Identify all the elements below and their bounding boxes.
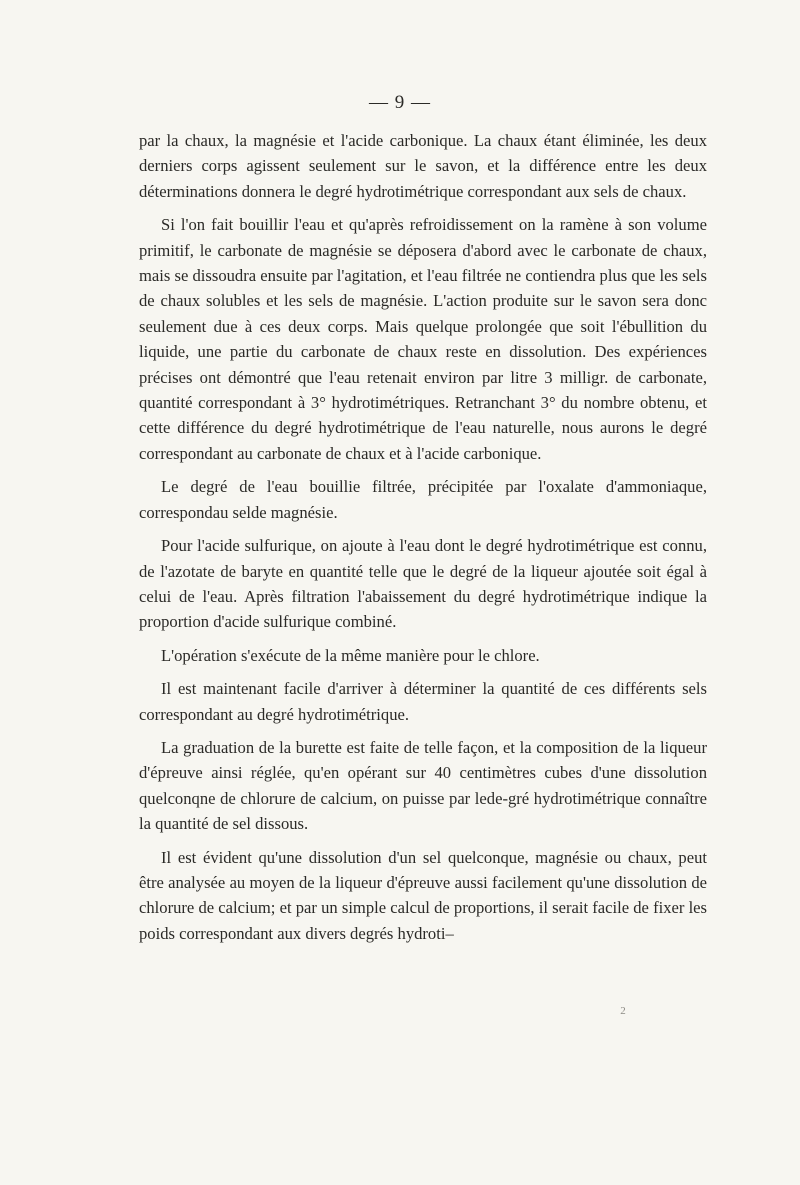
paragraph: Si l'on fait bouillir l'eau et qu'après refroidissement on la ramène à son volume primitif, le carbonate de magnésie se déposera d'abord avec le carbonate de chaux, mais se dissoudra ensuite par l'agitation, et l'eau filtrée ne contiendra plus que les sels de chaux solubles et les sels de magnésie. L'action produite sur le savon sera donc seulement due à ces deux corps. Mais quelque prolongée que soit l'ébullition du liquide, une partie du carbonate de chaux reste en dissolution. Des expériences précises ont démontré que l'eau retenait environ par litre 3 milligr. de carbonate, quantité correspondant à 3° hydrotimétriques. Retranchant 3° du nombre obtenu, et cette différence du degré hydrotimétrique de l'eau naturelle, nous aurons le degré correspondant au carbonate de chaux et à l'acide carbonique.	[139, 215, 707, 463]
paragraph: Il est évident qu'une dissolution d'un sel quelconque, magnésie ou chaux, peut être analysée au moyen de la liqueur d'épreuve aussi facilement qu'une dissolution de chlorure de calcium; et par un simple calcul de proportions, il serait facile de fixer les poids correspondant aux divers degrés hydroti–	[139, 847, 707, 943]
paragraph: par la chaux, la magnésie et l'acide carbonique. La chaux étant éliminée, les deux derniers corps agissent seulement sur le savon, et la différence entre les deux déterminations donnera le degré hydrotimétrique correspondant aux sels de chaux.	[139, 131, 707, 201]
paragraph: Le degré de l'eau bouillie filtrée, précipitée par l'oxalate d'ammoniaque, correspondau selde magnésie.	[139, 477, 707, 522]
paragraph: Il est maintenant facile d'arriver à déterminer la quantité de ces différents sels correspondant au degré hydrotimétrique.	[139, 679, 707, 724]
page-number: — 9 —	[369, 92, 431, 113]
signature-mark: 2	[620, 1005, 626, 1017]
paragraph: L'opération s'exécute de la même manière pour le chlore.	[161, 645, 540, 665]
body-text	[139, 128, 707, 954]
paragraph: Pour l'acide sulfurique, on ajoute à l'eau dont le degré hydrotimétrique est connu, de l'azotate de baryte en quantité telle que le degré de la liqueur ajoutée soit égal à celui de l'eau. Après filtration l'abaissement du degré hydrotimétrique indique la proportion d'acide sulfurique combiné.	[139, 536, 707, 632]
paragraph: La graduation de la burette est faite de telle façon, et la composition de la liqueur d'épreuve ainsi réglée, qu'en opérant sur 40 centimètres cubes d'une dissolution quelconqne de chlorure de calcium, on puisse par lede-gré hydrotimétrique connaître la quantité de sel dissous.	[139, 737, 707, 834]
